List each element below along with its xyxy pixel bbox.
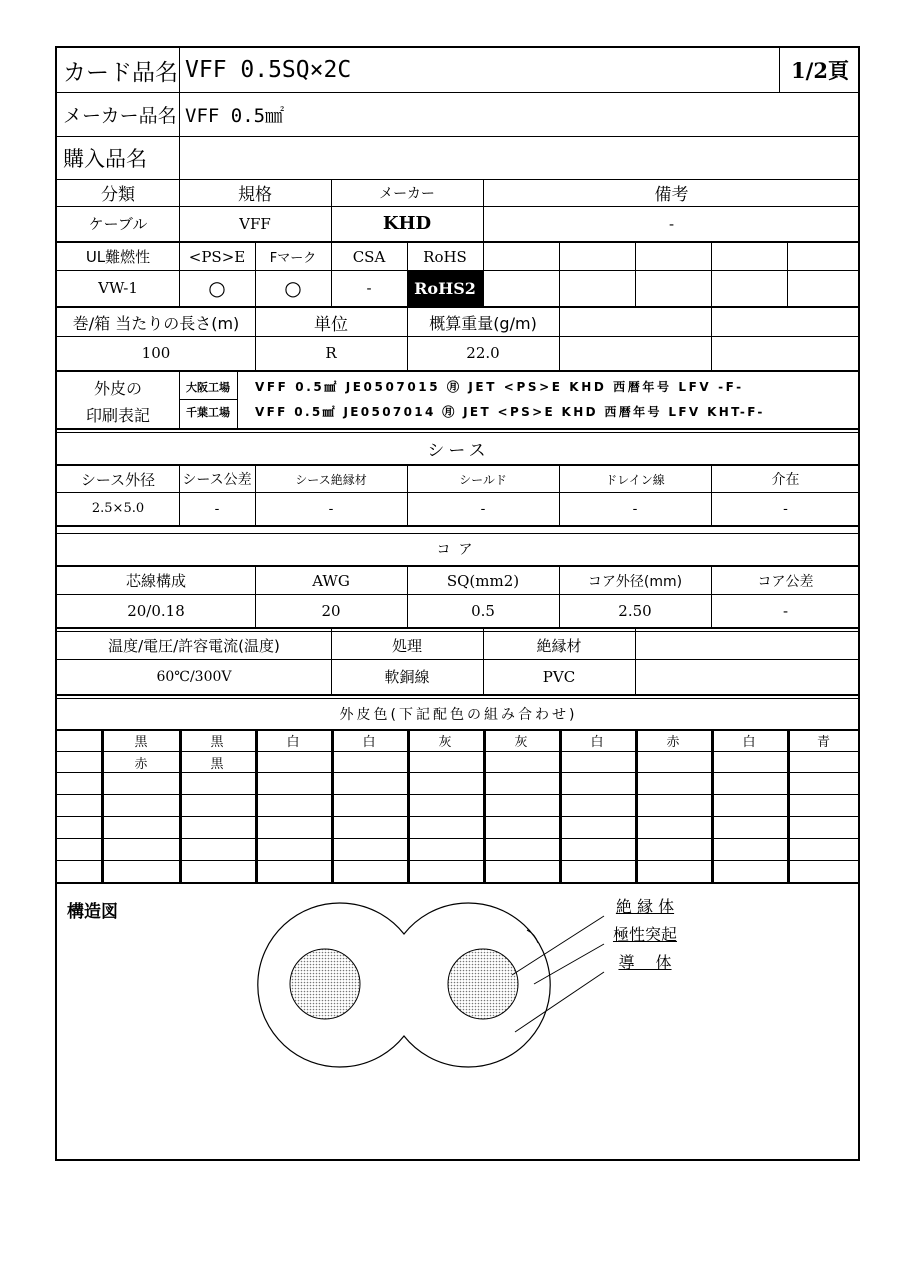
- conductor-value: 20/0.18: [127, 601, 185, 620]
- core-od-value: 2.50: [618, 601, 652, 620]
- awg-header: AWG: [312, 571, 350, 590]
- rule-line: [57, 594, 860, 595]
- drain-value: -: [632, 500, 638, 517]
- shield-value: -: [480, 500, 486, 517]
- rule-line: [57, 794, 860, 795]
- length-header: 巻/箱 当たりの長さ(m): [72, 313, 240, 333]
- rule-line: [559, 306, 560, 370]
- rule-line: [255, 241, 256, 306]
- rule-line: [57, 694, 860, 696]
- rule-line: [57, 533, 860, 534]
- f-mark-value: ○: [284, 276, 302, 300]
- rule-line: [57, 241, 860, 243]
- core-od-header: コア外径(mm): [587, 573, 683, 590]
- shield-header: シールド: [459, 472, 507, 487]
- rule-line: [483, 627, 484, 694]
- rule-line: [57, 698, 860, 699]
- rule-line: [331, 627, 332, 694]
- color-cell: 灰: [514, 734, 528, 750]
- pse-header: <PS>E: [188, 247, 246, 266]
- rule-line: [179, 179, 180, 241]
- card-name-value: VFF 0.5SQ×2C: [185, 57, 352, 83]
- maker-name-value: VFF 0.5㎟: [185, 104, 285, 127]
- rule-line: [559, 241, 560, 306]
- color-cell: 白: [590, 734, 604, 750]
- rule-line: [407, 464, 408, 525]
- ul-flame-header: UL難燃性: [85, 248, 151, 266]
- rohs-header: RoHS: [423, 247, 467, 266]
- rule-line: [57, 428, 860, 430]
- color-cell: 黒: [210, 756, 224, 772]
- chiba-factory-label: 千葉工場: [186, 405, 230, 419]
- weight-value: 22.0: [466, 344, 500, 362]
- f-mark-header: Fマーク: [269, 251, 317, 266]
- sheath-insulation-value: -: [328, 500, 334, 517]
- treatment-header: 処理: [391, 636, 422, 655]
- color-cell: 青: [816, 734, 830, 750]
- rule-line: [711, 241, 712, 306]
- rule-line: [57, 370, 860, 372]
- rule-line: [483, 241, 484, 306]
- rule-line: [407, 565, 408, 627]
- color-cell: 白: [362, 734, 376, 750]
- classification-header: 分類: [101, 185, 135, 205]
- rule-line: [711, 464, 712, 525]
- insulator-label: 絶 縁 体: [615, 896, 675, 916]
- sheath-od-header: シース外径: [80, 470, 156, 489]
- colors-title: 外皮色(下記配色の組み合わせ): [339, 706, 578, 723]
- pse-value: ○: [208, 276, 226, 300]
- rule-line: [711, 306, 712, 370]
- rule-line: [179, 370, 180, 428]
- rule-line: [237, 370, 238, 428]
- classification-value: ケーブル: [88, 215, 148, 233]
- left-conductor: [290, 949, 360, 1019]
- csa-value: -: [366, 279, 372, 297]
- rule-line: [57, 432, 860, 433]
- page-number: 1/2頁: [791, 58, 849, 83]
- osaka-print-text: VFF 0.5㎟ JE0507015 ㊊ JET <PS>E KHD 西暦年号 LFV -F-: [255, 380, 744, 394]
- color-cell: [331, 751, 407, 773]
- sheath-tolerance-value: -: [214, 500, 220, 517]
- polarity-ridge: [527, 930, 538, 943]
- rule-line: [331, 179, 332, 241]
- color-cell: 赤: [134, 756, 148, 772]
- filler-value: -: [783, 500, 788, 517]
- color-cell: [559, 751, 635, 773]
- rule-line: [407, 306, 408, 370]
- rule-line: [179, 399, 237, 400]
- insulation-value: PVC: [542, 667, 576, 686]
- spec-sheet: [55, 46, 860, 1161]
- rule-line: [57, 631, 860, 632]
- rule-line: [57, 659, 860, 660]
- length-value: 100: [141, 344, 171, 362]
- ul-flame-value: VW-1: [98, 279, 138, 297]
- rating-header: 温度/電圧/許容電流(温度): [108, 636, 280, 655]
- conductor-label: 導 体: [618, 952, 672, 972]
- color-cell: [407, 751, 483, 773]
- print-label-1: 外皮の: [93, 379, 142, 398]
- color-cell: [711, 751, 787, 773]
- maker-name-label: メーカー品名: [63, 104, 177, 127]
- color-cell: [255, 751, 331, 773]
- color-cell: 黒: [210, 734, 224, 750]
- rule-line: [711, 565, 712, 627]
- color-cell: 白: [742, 734, 756, 750]
- rule-line: [779, 48, 780, 92]
- rule-line: [559, 565, 560, 627]
- osaka-factory-label: 大阪工場: [186, 380, 230, 394]
- rule-line: [57, 525, 860, 527]
- leader-line-conductor: [515, 972, 604, 1032]
- sheath-insulation-header: シース絶縁材: [295, 472, 367, 487]
- filler-header: 介在: [771, 472, 800, 488]
- sheath-od-value: 2.5×5.0: [91, 501, 145, 516]
- remarks-header: 備考: [654, 185, 689, 205]
- rule-line: [255, 306, 256, 370]
- rule-line: [331, 241, 332, 306]
- rule-line: [179, 48, 180, 179]
- rule-line: [559, 464, 560, 525]
- drain-header: ドレイン線: [605, 472, 665, 487]
- print-label-2: 印刷表記: [85, 406, 150, 425]
- standard-header: 規格: [238, 185, 272, 205]
- rule-line: [57, 464, 860, 466]
- rule-line: [255, 464, 256, 525]
- rule-line: [57, 882, 860, 884]
- sheath-title: シース: [427, 440, 490, 461]
- treatment-value: 軟銅線: [384, 668, 430, 686]
- color-cell: [635, 751, 711, 773]
- csa-header: CSA: [352, 247, 386, 266]
- maker-value: KHD: [382, 213, 432, 234]
- rule-line: [635, 241, 636, 306]
- rule-line: [57, 306, 860, 308]
- rule-line: [57, 838, 860, 839]
- remarks-value: -: [668, 214, 675, 233]
- color-cell: 白: [286, 734, 300, 750]
- unit-header: 単位: [314, 314, 348, 335]
- color-cell: [787, 751, 860, 773]
- color-cell: 赤: [666, 734, 680, 750]
- sq-header: SQ(mm2): [446, 571, 520, 590]
- rule-line: [179, 464, 180, 525]
- rule-line: [57, 336, 860, 337]
- rule-line: [407, 241, 408, 306]
- rule-line: [57, 206, 860, 207]
- rule-line: [255, 565, 256, 627]
- rule-line: [57, 270, 860, 271]
- cable-cross-section: [57, 48, 862, 1163]
- color-cell: 灰: [438, 734, 452, 750]
- purchase-name-label: 購入品名: [63, 146, 147, 171]
- sheath-tolerance-header: シース公差: [182, 472, 252, 488]
- leader-line-insulator: [512, 916, 604, 975]
- unit-value: R: [325, 344, 337, 362]
- weight-header: 概算重量(g/m): [429, 313, 537, 333]
- insulation-header: 絶縁材: [536, 636, 582, 655]
- rule-line: [57, 565, 860, 567]
- rule-line: [635, 627, 636, 694]
- rule-line: [57, 627, 860, 629]
- color-cell: 黒: [134, 734, 148, 750]
- core-title: コア: [436, 542, 481, 558]
- rule-line: [787, 241, 788, 306]
- polarity-ridge-label: 極性突起: [612, 924, 677, 944]
- rohs-value: RoHS2: [407, 270, 483, 306]
- conductor-header: 芯線構成: [125, 572, 186, 590]
- chiba-print-text: VFF 0.5㎟ JE0507014 ㊊ JET <PS>E KHD 西暦年号 LFV KHT-F-: [255, 405, 765, 419]
- rule-line: [57, 179, 860, 180]
- rule-line: [57, 816, 860, 817]
- core-tolerance-value: -: [782, 601, 789, 620]
- leader-line-ridge: [534, 944, 604, 984]
- rule-line: [57, 860, 860, 861]
- rule-line: [57, 136, 860, 137]
- structure-diagram-title: 構造図: [67, 901, 118, 922]
- rule-line: [57, 492, 860, 493]
- core-tolerance-header: コア公差: [757, 573, 814, 590]
- card-name-label: カード品名: [63, 59, 178, 86]
- rule-line: [483, 179, 484, 241]
- sq-value: 0.5: [471, 601, 495, 620]
- rating-value: 60℃/300V: [156, 668, 232, 685]
- awg-value: 20: [321, 601, 341, 620]
- color-cell: [483, 751, 559, 773]
- rule-line: [57, 92, 860, 93]
- right-conductor: [448, 949, 518, 1019]
- maker-header: メーカー: [379, 185, 435, 202]
- rule-line: [179, 241, 180, 306]
- standard-value: VFF: [239, 214, 271, 233]
